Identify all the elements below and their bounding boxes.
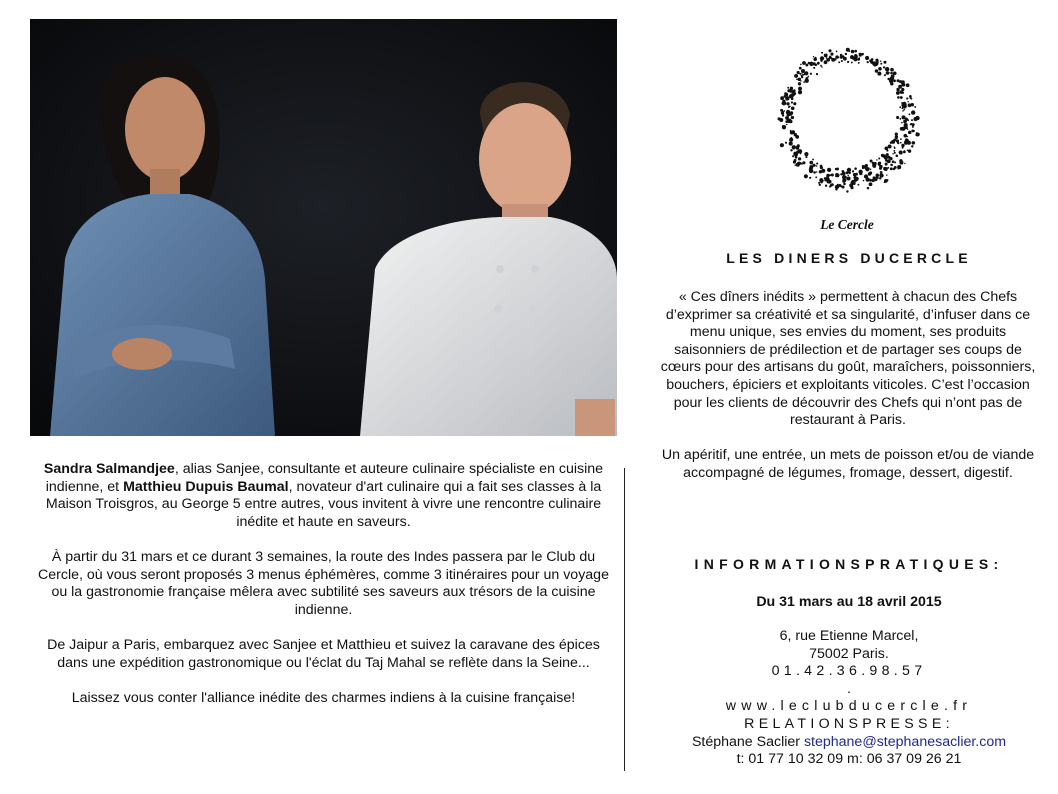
logo-dot [901, 127, 905, 131]
logo-dot [863, 180, 865, 182]
logo-dot [907, 101, 909, 103]
logo-dot [781, 112, 784, 115]
logo-dot [796, 163, 800, 167]
logo-dot [780, 96, 784, 100]
logo-dot [842, 175, 846, 179]
phone-number: 01.42.36.98.57 [771, 663, 927, 680]
logo-dot [907, 149, 909, 151]
logo-dot [887, 179, 889, 181]
logo-dot [886, 174, 887, 175]
logo-dot [791, 138, 793, 140]
logo-dot [809, 169, 813, 173]
logo-dot [805, 64, 808, 67]
press-phones: t: 01 77 10 32 09 m: 06 37 09 26 21 [736, 751, 962, 768]
logo-dot [886, 149, 888, 151]
logo-dot [887, 167, 889, 169]
logo-dot [787, 87, 789, 89]
logo-dot [875, 69, 879, 73]
logo-dot [894, 161, 896, 163]
logo-dot [816, 165, 818, 167]
logo-dot [782, 101, 786, 105]
logo-dot [806, 156, 807, 157]
logo-dot [813, 56, 814, 57]
logo-dot [888, 72, 890, 74]
logo-dot [789, 142, 793, 146]
logo-dot [869, 182, 873, 186]
logo-dot [908, 149, 911, 152]
logo-dot [830, 53, 833, 56]
logo-dot [818, 182, 820, 184]
logo-dot [911, 129, 914, 132]
logo-dot [859, 54, 862, 57]
logo-dot [853, 183, 855, 185]
logo-dot [800, 64, 802, 66]
practical-info-heading: INFORMATIONSPRATIQUES: [694, 556, 1004, 572]
logo-dot [857, 184, 859, 186]
logo-dot [906, 83, 910, 87]
logo-dot [873, 180, 875, 182]
logo-dot [782, 125, 786, 129]
logo-dot [834, 58, 837, 61]
logo-dot [812, 164, 814, 166]
logo-dot [880, 60, 882, 62]
logo-dot [904, 134, 908, 138]
logo-dot [910, 97, 912, 99]
logo-dot [863, 165, 866, 168]
logo-dot [836, 168, 839, 171]
logo-dot [830, 174, 832, 176]
logo-dot [785, 142, 787, 144]
logo-dot [914, 106, 916, 108]
logo-dot [826, 58, 830, 62]
logo-dot [802, 161, 805, 164]
logo-dot [854, 167, 857, 170]
logo-dot [817, 62, 820, 65]
logo-dot [899, 90, 903, 94]
logo-dot [790, 149, 792, 151]
logo-dot [903, 150, 906, 153]
logo-dot [854, 50, 857, 53]
logo-dot [911, 119, 913, 121]
logo-dot [853, 176, 856, 179]
logo-dot [798, 157, 801, 160]
logo-dot [846, 171, 849, 174]
logo-dot [890, 167, 893, 170]
logo-dot [890, 68, 894, 72]
logo-dot [792, 155, 794, 157]
logo-dot [793, 89, 796, 92]
logo-dot [798, 78, 801, 81]
logo-dot [912, 123, 915, 126]
logo-dot [790, 113, 793, 116]
column-divider [624, 468, 625, 771]
diners-heading: LES DINERS DUCERCLE [726, 250, 972, 266]
logo-dot [884, 61, 886, 63]
logo-dot [807, 76, 809, 78]
logo-dot [820, 60, 822, 62]
logo-dot [869, 171, 872, 174]
logo-dot [897, 79, 900, 82]
logo-dot [790, 87, 793, 90]
logo-dot [821, 52, 823, 54]
event-dates: Du 31 mars au 18 avril 2015 [756, 594, 942, 610]
logo-dot [797, 71, 800, 74]
logo-dot [854, 56, 857, 59]
logo-dot [901, 122, 903, 124]
logo-dot [847, 174, 849, 176]
logo-dot [878, 163, 881, 166]
logo-dot [821, 66, 823, 68]
diners-description [660, 289, 1036, 500]
logo-dot [816, 171, 817, 172]
logo-dot [820, 166, 823, 169]
logo-dot [894, 146, 895, 147]
logo-dot [799, 67, 802, 70]
logo-dot [819, 184, 821, 186]
logo-dot [847, 61, 849, 63]
intro-paragraph-3: De Jaipur a Paris, embarquez avec Sanjee et Matthieu et suivez la caravane des épices dans une expédition gastronomique ou l'éclat du Taj Mahal se reflète dans la Seine... [47, 636, 600, 671]
logo-dot [819, 170, 822, 173]
logo-dot [810, 73, 812, 75]
logo-dot [782, 114, 784, 116]
logo-dot [835, 173, 839, 177]
logo-dot [787, 116, 788, 117]
logo-dot [786, 110, 789, 113]
logo-dot [899, 118, 901, 120]
logo-dot [794, 74, 798, 78]
logo-dot [884, 74, 886, 76]
logo-dot [904, 163, 905, 164]
logo-dot [892, 77, 895, 80]
logo-dot [893, 139, 896, 142]
intro-paragraph-1 [30, 461, 617, 531]
logo-dot [893, 150, 895, 152]
logo-dot [866, 178, 870, 182]
logo-dot [883, 66, 885, 68]
logo-dot [908, 131, 912, 135]
logo-dot [798, 87, 802, 91]
logo-dot [855, 173, 858, 176]
logo-dot [827, 168, 831, 172]
logo-dot [885, 163, 888, 166]
logo-dot [793, 160, 796, 163]
logo-dot [893, 168, 895, 170]
logo-dot [825, 185, 827, 187]
logo-dot [799, 73, 801, 75]
logo-dot [892, 160, 895, 163]
logo-dot [852, 170, 854, 172]
logo-dot [879, 173, 883, 177]
logo-dot [780, 143, 784, 147]
chef-name-matthieu: Matthieu Dupuis Baumal [123, 478, 289, 495]
logo-dot [795, 135, 799, 139]
logo-dot [886, 69, 888, 71]
logo-dot [906, 97, 908, 99]
logo-dot [899, 150, 903, 154]
logo-dot [896, 155, 899, 158]
logo-dot [877, 72, 881, 76]
logo-dot [813, 171, 816, 174]
logo-dot [875, 59, 878, 62]
logo-dot [876, 159, 877, 160]
logo-dot [816, 73, 818, 75]
logo-dot [896, 116, 899, 119]
logo-dot [893, 72, 895, 74]
logo-dot [842, 172, 846, 176]
logo-dot [908, 103, 912, 107]
logo-dot [851, 50, 855, 54]
logo-dot [826, 178, 828, 180]
logo-dot [870, 169, 872, 171]
logo-dot [802, 61, 806, 65]
logo-dot [866, 56, 869, 59]
logo-dot [828, 49, 831, 52]
dotted-circle-graphic [747, 28, 947, 208]
logo-dot [792, 131, 794, 133]
logo-dot [838, 61, 840, 63]
logo-dot [901, 80, 905, 84]
logo-dot [910, 123, 912, 125]
logo-dot [897, 96, 900, 99]
logo-dot [803, 73, 805, 75]
logo-dot [875, 176, 878, 179]
address-line-1: 6, rue Etienne Marcel, [779, 628, 919, 644]
logo-dot [880, 63, 882, 65]
contact-block [640, 628, 1058, 769]
logo-dot [903, 109, 905, 111]
logo-dot [900, 96, 903, 99]
logo-dot [897, 142, 899, 144]
logo-dot [787, 118, 790, 121]
logo-dot [869, 59, 872, 62]
logo-dot [786, 124, 788, 126]
logo-dot [913, 117, 917, 121]
logo-dot [789, 105, 791, 107]
logo-dot [804, 152, 808, 156]
press-relations-heading: RELATIONSPRESSE: [744, 715, 954, 732]
logo-dot [901, 115, 905, 119]
logo-dot [872, 164, 874, 166]
logo-dot [808, 62, 811, 65]
logo-dot [840, 56, 843, 59]
logo-dot [796, 147, 799, 150]
logo-dot [798, 90, 802, 94]
logo-dot [796, 78, 798, 80]
logo-dot [867, 61, 869, 63]
logo-dot [898, 85, 902, 89]
logo-dot [896, 88, 899, 91]
intro-paragraph-1-part-2: , novateur d'art culinaire qui a fait ses classes à la Maison Troisgros, au George 5 entre autres, vous invitent à vivre une rencontre culinaire inédite et haute en saveurs. [45, 478, 602, 530]
logo-dot [784, 110, 786, 112]
logo-dot [837, 184, 839, 186]
logo-dot [835, 188, 837, 190]
logo-dot [812, 159, 814, 161]
logo-dot [809, 162, 811, 164]
logo-dot [895, 135, 898, 138]
logo-dot [872, 61, 876, 65]
logo-dot [898, 168, 900, 170]
logo-dot [867, 187, 870, 190]
diners-paragraph-1: « Ces dîners inédits » permettent à chacun des Chefs d’exprimer sa créativité et sa singularité, d’infuser dans ce menu unique, ses envies du moment, ses produits saisonniers de prédilection et de partager ses coups de cœurs pour des artisans du goût, maraîchers, poissonniers, bouchers, épiciers et exploitants viticoles. C’est l’occasion pour les clients de découvrir des Chefs qui n’ont pas de restaurant à Paris. [660, 289, 1036, 429]
logo-dot [791, 106, 795, 110]
press-contact-line [640, 734, 1058, 752]
logo-dot [900, 142, 902, 144]
logo-dot [816, 163, 818, 165]
logo-dot [895, 132, 898, 135]
logo-dot [778, 117, 781, 120]
logo-dot [904, 121, 906, 123]
logo-dot [805, 79, 809, 83]
address-line-2: 75002 Paris. [809, 645, 889, 662]
logo-dot [899, 159, 902, 162]
logo-caption: Le Cercle [820, 217, 874, 232]
press-contact-name: Stéphane Saclier [691, 733, 804, 750]
logo-dot [841, 60, 843, 62]
logo-dot [883, 167, 886, 170]
logo-dot [878, 157, 880, 159]
intro-text [30, 461, 617, 725]
logo-dot [790, 130, 791, 131]
logo-dot [837, 56, 839, 58]
logo-dot [909, 113, 911, 115]
logo-dot [850, 184, 852, 186]
logo-dot [792, 145, 796, 149]
diners-paragraph-2: Un apéritif, une entrée, un mets de poisson et/ou de viande accompagné de légumes, fromage, dessert, digestif. [661, 447, 1035, 481]
logo-dot [813, 67, 815, 69]
logo-dot [820, 181, 823, 184]
logo-dot [902, 147, 904, 149]
logo-dot [884, 156, 888, 160]
logo-dot [815, 57, 817, 59]
logo-dot [902, 110, 904, 112]
logo-dot [904, 123, 908, 127]
logo-dot [791, 116, 794, 119]
logo-dot [900, 138, 902, 140]
logo-dot [858, 62, 860, 64]
logo-dot [859, 172, 862, 175]
logo-dot [862, 53, 864, 55]
logo-dot [809, 177, 811, 179]
logo-dot [845, 53, 847, 55]
intro-paragraph-4: Laissez vous conter l'alliance inédite des charmes indiens à la cuisine française! [71, 689, 576, 706]
intro-paragraph-1-part-1: , alias Sanjee, consultante et auteure culinaire spécialiste en cuisine indienne, et [45, 461, 604, 495]
logo-dot [836, 51, 838, 53]
logo-dot [912, 126, 914, 128]
logo-dot [798, 149, 802, 153]
logo-dot [791, 101, 793, 103]
logo-dot [824, 53, 828, 57]
intro-paragraph-2: À partir du 31 mars et ce durant 3 semaines, la route des Indes passera par le Club du Cercle, où vous seront proposés 3 menus éphémères, comme 3 itinéraires pour un voyage ou la gastronomie française mêlera avec subtilité ses saveurs aux trésors de la cuisine indienne. [38, 548, 609, 618]
logo-dot [870, 159, 873, 162]
logo-dot [780, 109, 783, 112]
logo-dot [790, 93, 794, 97]
logo-dot [814, 64, 815, 65]
logo-dot [830, 57, 831, 58]
logo-dot [915, 133, 918, 136]
logo-dot [848, 172, 851, 175]
logo-dot [890, 141, 893, 144]
logo-dot [804, 174, 808, 178]
logo-dot [849, 50, 851, 52]
logo-dot [842, 180, 845, 183]
logo-dot [905, 138, 907, 140]
logo-dot [907, 119, 909, 121]
logo-dot [801, 76, 803, 78]
logo-dot [850, 55, 854, 59]
logo-dot [901, 144, 904, 147]
logo-dot [815, 176, 817, 178]
logo-dot [847, 177, 851, 181]
le-cercle-logo [747, 28, 947, 208]
chef-name-sandra: Sandra Salmandjee [43, 461, 175, 477]
logo-dot [888, 145, 892, 149]
logo-dot [783, 95, 786, 98]
logo-dot [878, 67, 882, 71]
logo-dot [896, 91, 900, 95]
logo-dot [890, 72, 893, 75]
logo-dot [911, 145, 913, 147]
logo-dot [903, 106, 905, 108]
logo-dot [873, 176, 876, 179]
separator-dot: . [847, 680, 851, 697]
logo-dot [892, 153, 894, 155]
logo-dot [793, 102, 796, 105]
logo-dot [894, 152, 896, 154]
logo-dot [887, 159, 891, 163]
logo-dot [912, 141, 916, 145]
logo-dot [899, 106, 901, 108]
chefs-photo [30, 19, 617, 436]
logo-dot [851, 62, 853, 64]
logo-dot [829, 186, 831, 188]
logo-dot [841, 186, 843, 188]
logo-dot [846, 190, 848, 192]
press-email-link[interactable]: stephane@stephanesaclier.com [803, 733, 1007, 750]
chefs-photo-graphic [30, 19, 617, 436]
logo-dot [786, 102, 789, 105]
logo-dot [801, 69, 805, 73]
logo-dot [798, 82, 801, 85]
logo-dot [890, 164, 893, 167]
website-link[interactable]: www.leclubducercle.fr [725, 698, 973, 715]
logo-dot [858, 57, 860, 59]
logo-dot [911, 110, 915, 114]
logo-dot [843, 183, 846, 186]
logo-dot [893, 79, 896, 82]
